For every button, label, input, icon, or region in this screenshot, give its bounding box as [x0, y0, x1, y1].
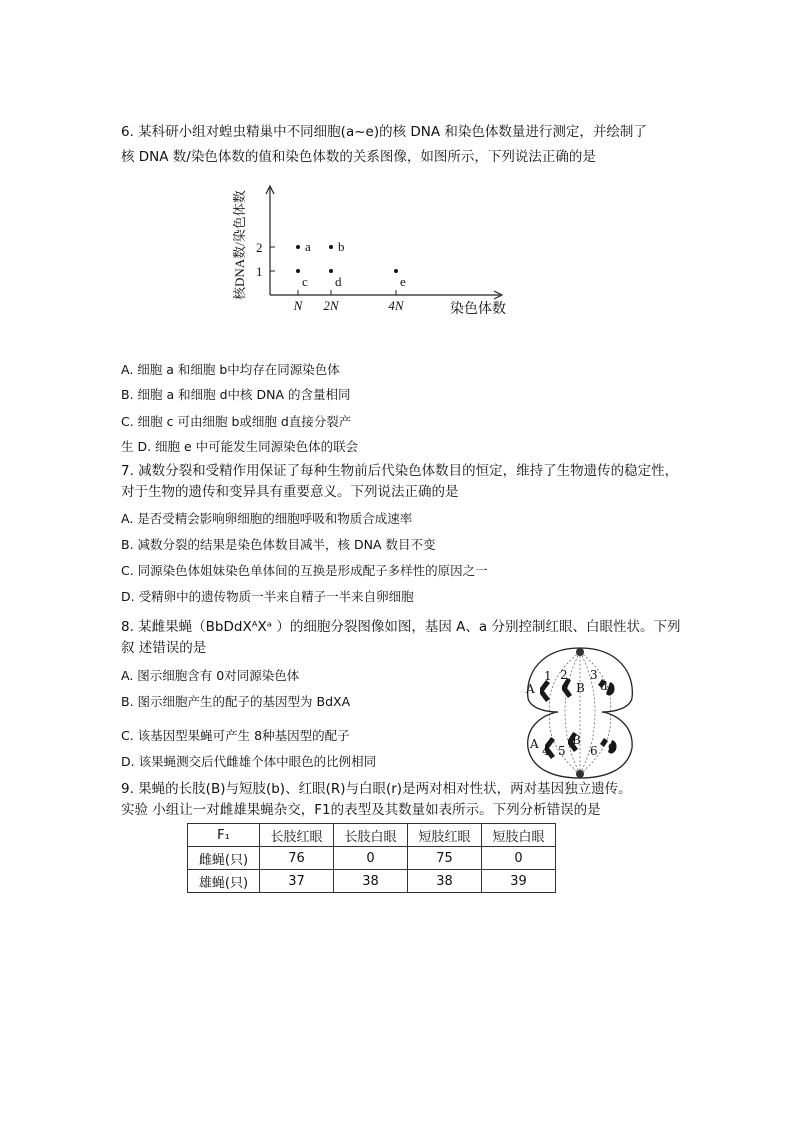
- gene-label-B-top: B: [576, 681, 585, 695]
- table-cell: 76: [260, 847, 334, 870]
- q8-stem-line1: 8. 某雌果蝇（BbDdXᴬXᵃ ）的细胞分裂图像如图，基因 A、a 分别控制红眼、白眼性状。下列: [121, 619, 681, 635]
- gene-label-d-top: d: [600, 679, 608, 693]
- table-header-cell: 长肢红眼: [260, 824, 334, 847]
- gene-label-B-bottom: B: [572, 733, 581, 747]
- q7-option-d: D. 受精卵中的遗传物质一半来自精子一半来自卵细胞: [121, 589, 414, 604]
- chromosome-number-1: 1: [544, 669, 552, 683]
- table-cell: 0: [334, 847, 408, 870]
- gene-label-d-bottom: d: [608, 739, 616, 753]
- data-point-a: [296, 245, 300, 249]
- q8-option-c: C. 该基因型果蝇可产生 8种基因型的配子: [121, 728, 350, 743]
- table-cell: 0: [482, 847, 556, 870]
- q6-stem-line1: 6. 某科研小组对蝗虫精巢中不同细胞(a~e)的核 DNA 和染色体数量进行测定，并绘制了: [121, 124, 647, 140]
- chromosome-number-3: 3: [590, 668, 598, 682]
- table-row: [188, 847, 556, 870]
- q8-stem-line2: 叙 述错误的是: [121, 640, 207, 656]
- q9-stem-line1: 9. 果蝇的长肢(B)与短肢(b)、红眼(R)与白眼(r)是两对相对性状，两对基因独立遗传。: [121, 781, 632, 797]
- q7-option-a: A. 是否受精会影响卵细胞的细胞呼吸和物质合成速率: [121, 511, 413, 526]
- q9-stem-line2: 实验 小组让一对雌雄果蝇杂交，F1的表型及其数量如表所示。下列分析错误的是: [121, 802, 601, 818]
- chromosome-number-4: 4: [542, 744, 550, 758]
- q6-option-c: C. 细胞 c 可由细胞 b或细胞 d直接分裂产: [121, 414, 352, 429]
- gene-label-A-top: A: [526, 682, 535, 696]
- table-cell: 37: [260, 870, 334, 893]
- q7-option-c: C. 同源染色体姐妹染色单体间的互换是形成配子多样性的原因之一: [121, 563, 488, 578]
- chromosome-number-2: 2: [560, 668, 568, 682]
- table-row: [188, 870, 556, 893]
- table-header-cell: 短肢红眼: [408, 824, 482, 847]
- q6-option-d: 生 D. 细胞 e 中可能发生同源染色体的联会: [121, 439, 359, 454]
- q6-option-b: B. 细胞 a 和细胞 d中核 DNA 的含量相同: [121, 387, 351, 402]
- q7-stem-line2: 对于生物的遗传和变异具有重要意义。下列说法正确的是: [121, 484, 459, 500]
- q8-option-d: D. 该果蝇测交后代雌雄个体中眼色的比例相同: [121, 754, 377, 769]
- q6-stem-line2: 核 DNA 数/染色体数的值和染色体数的关系图像，如图所示，下列说法正确的是: [121, 149, 596, 165]
- y-tick-label: 1: [256, 264, 263, 279]
- data-label-b: b: [338, 239, 345, 254]
- table-cell: 雄蝇(只): [188, 870, 260, 893]
- table-header-cell: 长肢白眼: [334, 824, 408, 847]
- q6-chart: [228, 180, 528, 320]
- chromosome-number-5: 5: [558, 744, 566, 758]
- x-axis-label: 染色体数: [450, 301, 506, 317]
- data-point-e: [394, 269, 398, 273]
- table-cell: 38: [408, 870, 482, 893]
- q7-option-b: B. 减数分裂的结果是染色体数目减半，核 DNA 数目不变: [121, 537, 436, 552]
- x-tick-label: 4N: [388, 298, 404, 313]
- gene-label-A-bottom: A: [530, 737, 539, 751]
- x-tick-label: N: [293, 298, 303, 313]
- y-tick-label: 2: [256, 240, 263, 255]
- table-header-row: [188, 824, 556, 847]
- table-cell: 75: [408, 847, 482, 870]
- centrosome-bottom: [576, 770, 584, 778]
- data-label-e: e: [400, 274, 406, 289]
- y-axis-label: 核DNA数/染色体数: [232, 190, 247, 300]
- data-label-c: c: [302, 274, 308, 289]
- table-cell: 雌蝇(只): [188, 847, 260, 870]
- q8-option-a: A. 图示细胞含有 0对同源染色体: [121, 668, 300, 683]
- data-label-d: d: [335, 274, 342, 289]
- table-header-cell: F₁: [188, 824, 260, 847]
- table-header-cell: 短肢白眼: [482, 824, 556, 847]
- f1-phenotype-table: [187, 823, 556, 893]
- x-tick-label: 2N: [323, 298, 339, 313]
- data-label-a: a: [305, 239, 311, 254]
- data-point-b: [329, 245, 333, 249]
- q7-stem-line1: 7. 减数分裂和受精作用保证了每种生物前后代染色体数目的恒定，维持了生物遗传的稳定性，: [121, 463, 679, 479]
- centrosome-top: [576, 648, 584, 656]
- chromosome-number-6: 6: [590, 744, 598, 758]
- data-point-d: [329, 269, 333, 273]
- cell-division-figure: [520, 640, 640, 785]
- q8-option-b: B. 图示细胞产生的配子的基因型为 BdXA: [121, 694, 351, 709]
- q6-option-a: A. 细胞 a 和细胞 b中均存在同源染色体: [121, 362, 340, 377]
- table-cell: 38: [334, 870, 408, 893]
- data-point-c: [296, 269, 300, 273]
- table-cell: 39: [482, 870, 556, 893]
